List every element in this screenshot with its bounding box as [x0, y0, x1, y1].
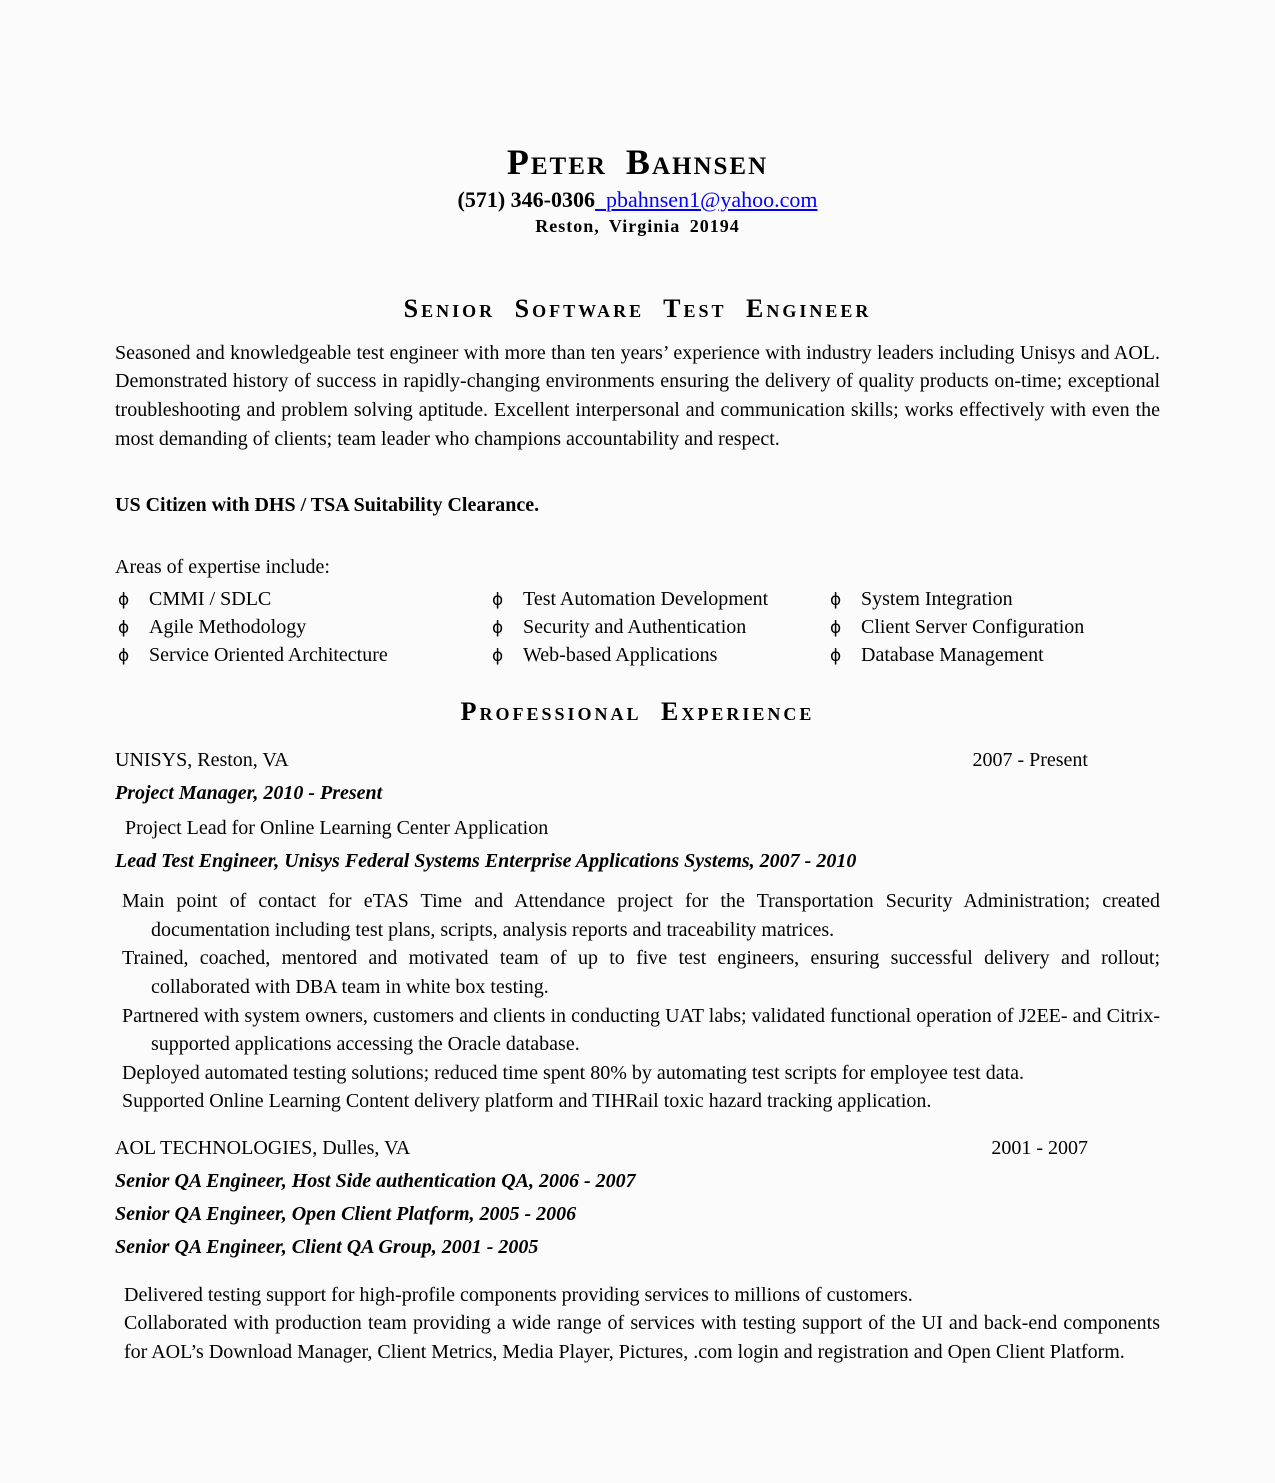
company-row: [115, 1135, 1160, 1161]
phi-bullet-icon: ϕ: [118, 590, 130, 611]
company-dates: 2007 - Present: [972, 749, 1088, 772]
expertise-item: [827, 614, 1160, 642]
expertise-label: Test Automation Development: [523, 588, 769, 611]
expertise-item: [489, 586, 827, 614]
role-title: Senior QA Engineer, Host Side authentication QA, 2006 - 2007: [115, 1169, 636, 1192]
job-entry-unisys: [115, 747, 1160, 1116]
expertise-intro: Areas of expertise include:: [115, 556, 330, 579]
expertise-item: [115, 586, 489, 614]
expertise-label: Service Oriented Architecture: [149, 644, 388, 667]
expertise-label: CMMI / SDLC: [149, 588, 272, 611]
experience-bullet: Partnered with system owners, customers and clients in conducting UAT labs; validated functional operation of J2EE- and Citrix-supported applications accessing the Oracle database.: [122, 1004, 1160, 1056]
phi-bullet-icon: ϕ: [492, 646, 504, 667]
phi-bullet-icon: ϕ: [830, 590, 842, 611]
experience-bullet: Delivered testing support for high-profile components providing services to millions of customers.: [124, 1283, 913, 1306]
role-title: Project Manager, 2010 - Present: [115, 782, 383, 805]
company-name: AOL TECHNOLOGIES, Dulles, VA: [115, 1136, 411, 1159]
experience-bullet: Deployed automated testing solutions; reduced time spent 80% by automating test scripts for employee test data.: [122, 1061, 1025, 1084]
job-bullets: [115, 1281, 1160, 1367]
expertise-item: [115, 642, 489, 670]
company-name: UNISYS, Reston, VA: [115, 749, 289, 772]
section-heading-experience: Professional Experience: [460, 697, 815, 727]
clearance-statement: US Citizen with DHS / TSA Suitability Clearance.: [115, 494, 540, 517]
expertise-item: [827, 642, 1160, 670]
role-subtitle: Project Lead for Online Learning Center Application: [125, 817, 549, 840]
expertise-label: Database Management: [861, 644, 1044, 667]
job-bullets: [115, 887, 1160, 1116]
phi-bullet-icon: ϕ: [492, 618, 504, 639]
contact-line: [115, 187, 1160, 213]
summary-paragraph: Seasoned and knowledgeable test engineer with more than ten years’ experience with industry leaders including Unisys and AOL. Demonstrated history of success in rapidly-changing environments ensuring the delivery of quality products on-time; exceptional troubleshooting and problem solving aptitude. Excellent interpersonal and communication skills; works effectively with even the most demanding of clients; team leader who champions accountability and respect.: [115, 341, 1160, 450]
expertise-label: Client Server Configuration: [861, 616, 1085, 639]
phi-bullet-icon: ϕ: [830, 646, 842, 667]
experience-bullet: Supported Online Learning Content delivery platform and TIHRail toxic hazard tracking application.: [122, 1090, 932, 1113]
role-title: Senior QA Engineer, Open Client Platform, 2005 - 2006: [115, 1202, 577, 1225]
experience-bullet: Collaborated with production team providing a wide range of services with testing support of the UI and back-end components for AOL’s Download Manager, Client Metrics, Media Player, Pictures, .com login and registration and Open Client Platform.: [124, 1312, 1160, 1364]
phi-bullet-icon: ϕ: [830, 618, 842, 639]
person-name: Peter Bahnsen: [506, 142, 769, 182]
phi-bullet-icon: ϕ: [118, 618, 130, 639]
location: Reston, Virginia 20194: [535, 215, 740, 236]
experience-bullet: Main point of contact for eTAS Time and Attendance project for the Transportation Security Administration; created documentation including test plans, scripts, analysis reports and traceability matrices.: [122, 890, 1160, 941]
expertise-item: [115, 614, 489, 642]
expertise-item: [489, 642, 827, 670]
expertise-grid: [115, 586, 1160, 670]
expertise-label: System Integration: [861, 588, 1013, 611]
resume-header: [115, 143, 1160, 237]
expertise-label: Security and Authentication: [523, 616, 747, 639]
phi-bullet-icon: ϕ: [118, 646, 130, 667]
role-title: Senior QA Engineer, Client QA Group, 2001 - 2005: [115, 1235, 539, 1258]
phone-number: (571) 346-0306: [457, 186, 595, 212]
expertise-label: Web-based Applications: [523, 644, 718, 667]
phi-bullet-icon: ϕ: [492, 590, 504, 611]
expertise-item: [489, 614, 827, 642]
experience-bullet: Trained, coached, mentored and motivated team of up to five test engineers, ensuring successful delivery and rollout; collaborated with DBA team in white box testing.: [122, 947, 1160, 998]
email-link[interactable]: pbahnsen1@yahoo.com: [605, 186, 818, 212]
company-dates: 2001 - 2007: [991, 1136, 1088, 1159]
company-row: [115, 747, 1160, 773]
expertise-item: [827, 586, 1160, 614]
job-entry-aol: [115, 1135, 1160, 1367]
role-title: Lead Test Engineer, Unisys Federal Systems Enterprise Applications Systems, 2007 - 2010: [115, 850, 857, 873]
expertise-label: Agile Methodology: [149, 616, 307, 639]
resume-title: Senior Software Test Engineer: [403, 293, 872, 323]
